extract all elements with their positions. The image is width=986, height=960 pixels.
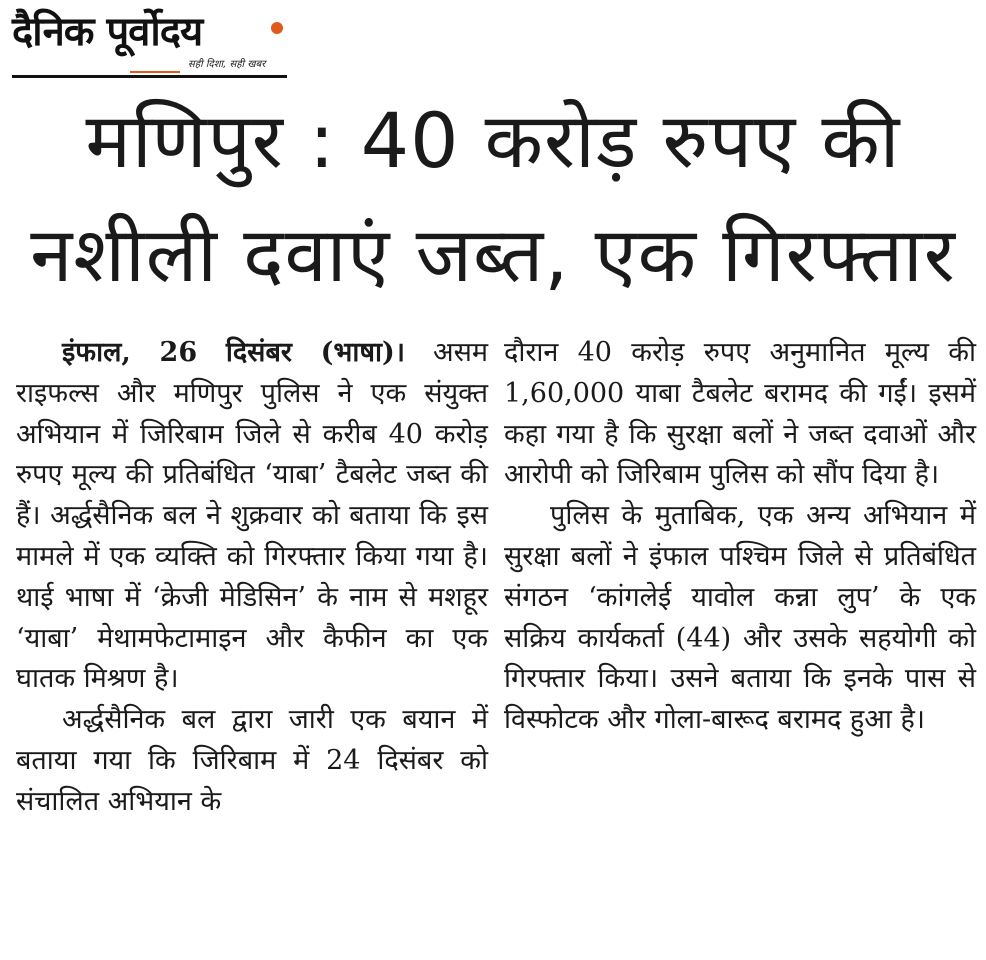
masthead bbox=[12, 8, 287, 74]
headline-line-2: नशीली दवाएं जब्त, एक गिरफ्तार bbox=[30, 210, 956, 299]
article-column-left bbox=[16, 333, 488, 823]
article-paragraph-1-body: असम राइफल्स और मणिपुर पुलिस ने एक संयुक्त अभियान में जिरिबाम जिले से करीब 40 करोड़ रुपए मूल्य की प्रतिबंधित ‘याबा’ टैबलेट जब्त की हैं। अर्द्धसैनिक बल ने शुक्रवार को बताया कि इस मामले में एक व्यक्ति को गिरफ्तार किया गया है। थाई भाषा में ‘क्रेजी मेडिसिन’ के नाम से मशहूर ‘याबा’ मेथामफेटामाइन और कैफीन का एक घातक मिश्रण है। bbox=[16, 337, 488, 695]
masthead-tagline: सही दिशा, सही खबर bbox=[188, 59, 266, 70]
headline-line-1: मणिपुर : 40 करोड़ रुपए की bbox=[85, 96, 901, 185]
masthead-accent-rule bbox=[130, 71, 180, 73]
newspaper-logo: दैनिक पूर्वोदय bbox=[12, 9, 203, 55]
article-column-right bbox=[504, 333, 976, 741]
dateline: इंफाल, 26 दिसंबर (भाषा)। bbox=[62, 337, 406, 368]
article-paragraph-3: पुलिस के मुताबिक, एक अन्य अभियान में सुरक्षा बलों ने इंफाल पश्चिम जिले से प्रतिबंधित संगठन ‘कांगलेई यावोल कन्ना लुप’ के एक सक्रिय कार्यकर्ता (44) और उसके सहयोगी को गिरफ्तार किया। उसने बताया कि इनके पास से विस्फोटक और गोला-बारूद बरामद हुआ है। bbox=[504, 500, 976, 736]
article-paragraph-1 bbox=[16, 333, 488, 700]
masthead-rule bbox=[12, 75, 287, 78]
article-paragraph-2-end: दौरान 40 करोड़ रुपए अनुमानित मूल्य की 1,60,000 याबा टैबलेट बरामद की गईं। इसमें कहा गया है कि सुरक्षा बलों ने जब्त दवाओं और आरोपी को जिरिबाम पुलिस को सौंप दिया है। bbox=[504, 337, 976, 491]
logo-accent-dot bbox=[271, 22, 283, 34]
article-paragraph-2-start: अर्द्धसैनिक बल द्वारा जारी एक बयान में बताया गया कि जिरिबाम में 24 दिसंबर को संचालित अभियान के bbox=[16, 704, 488, 817]
